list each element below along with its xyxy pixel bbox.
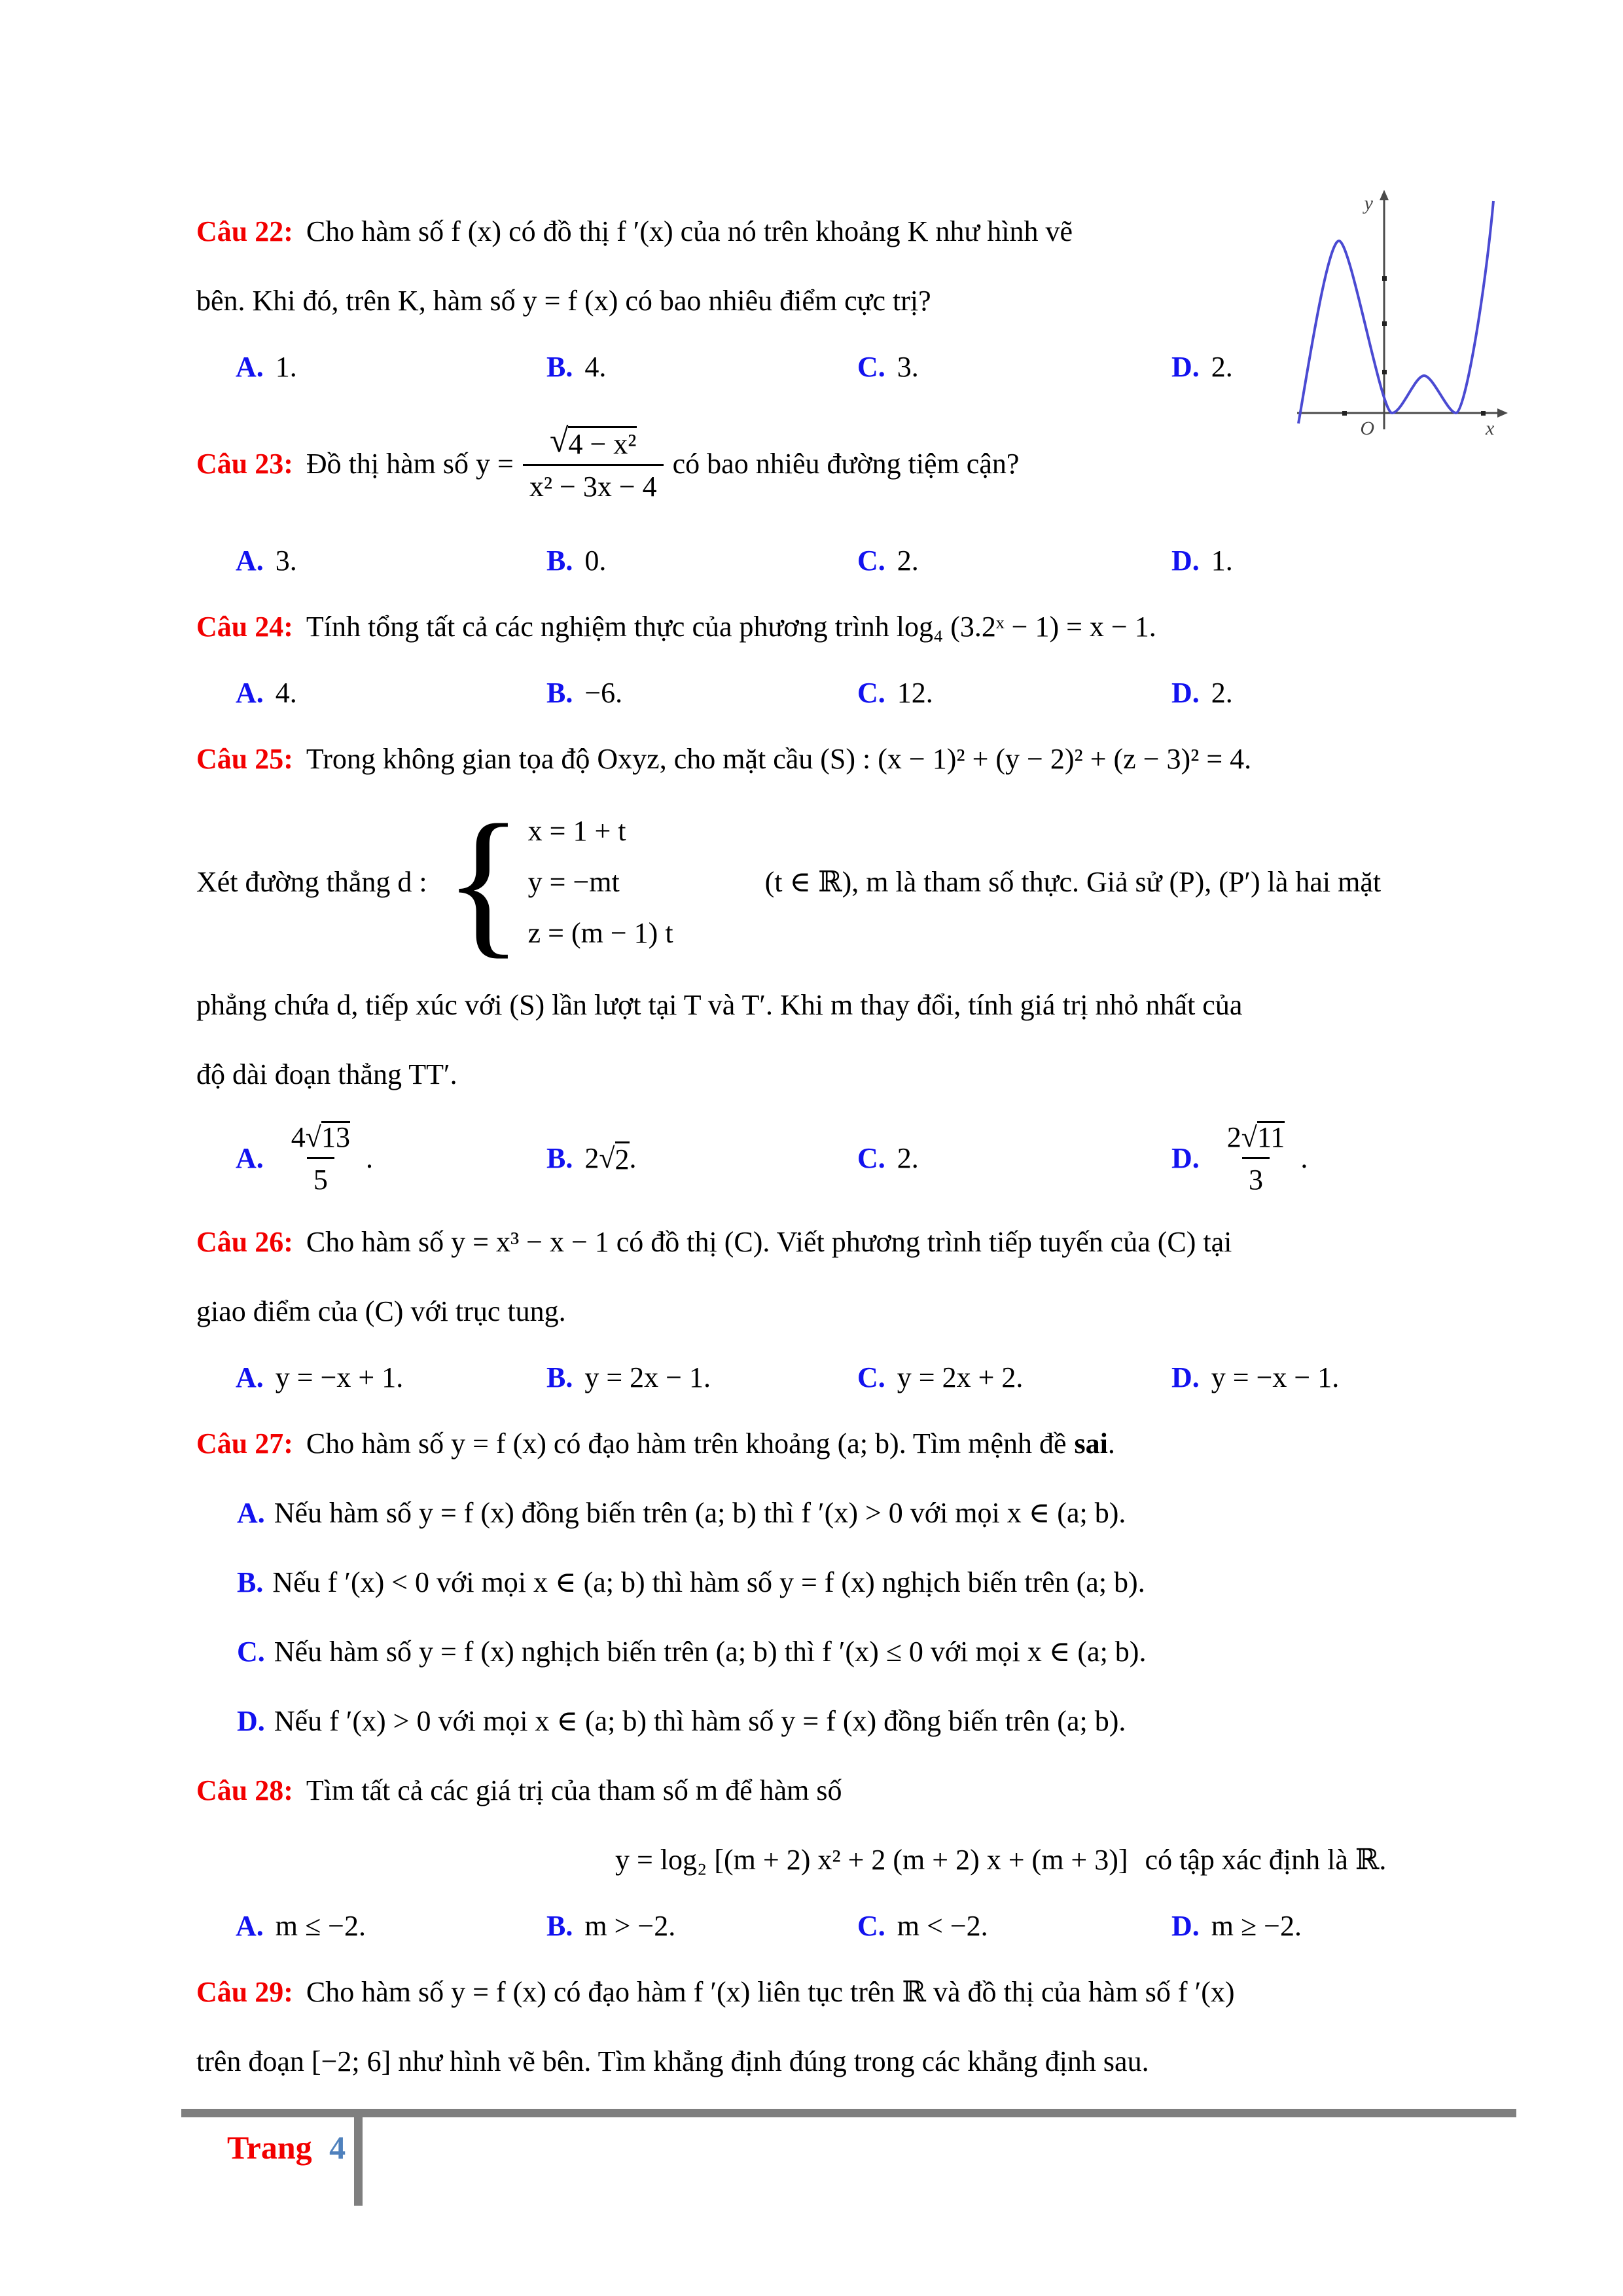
q24-option-b — [546, 676, 857, 709]
x-axis-label: x — [1486, 418, 1495, 439]
q25-option-a-letter: A. — [236, 1141, 264, 1174]
q25-option-c — [857, 1141, 1171, 1175]
q29-label: Câu 29: — [196, 1975, 293, 2008]
origin-label: O — [1360, 418, 1374, 439]
q23-option-d — [1171, 544, 1472, 577]
q24-answers — [196, 661, 1472, 724]
q26-option-b-letter: B. — [546, 1361, 573, 1393]
q24-option-c-letter: C. — [857, 676, 885, 709]
q26-line2 — [196, 1276, 1472, 1346]
q23-fraction-denominator: x² − 3x − 4 — [523, 464, 664, 501]
q24-option-b-letter: B. — [546, 676, 573, 709]
q23-option-b — [546, 544, 857, 577]
q26-option-b — [546, 1361, 857, 1394]
q23-label: Câu 23: — [196, 447, 293, 480]
q22-option-a-text: 1. — [275, 350, 297, 383]
q29-text2: trên đoạn [−2; 6] như hình vẽ bên. Tìm khẳng định đúng trong các khẳng định sau. — [196, 2045, 1149, 2077]
q25-text1: Trong không gian tọa độ Oxyz, cho mặt cầu (S) : (x − 1)² + (y − 2)² + (z − 3)² = 4. — [306, 742, 1252, 775]
q22-option-a-letter: A. — [236, 350, 264, 383]
q28-option-a-text: m ≤ −2. — [275, 1909, 366, 1942]
q26-text2: giao điểm của (C) với trục tung. — [196, 1295, 566, 1327]
q29-text1: Cho hàm số y = f (x) có đạo hàm f ′(x) liên tục trên ℝ và đồ thị của hàm số f ′(x) — [306, 1975, 1235, 2008]
q26-option-a — [236, 1361, 546, 1394]
q24-option-d-text: 2. — [1211, 676, 1233, 709]
q27-option-d — [196, 1686, 1472, 1755]
q23-text-pre: Đồ thị hàm số y = — [306, 447, 514, 480]
q23-text-post: có bao nhiêu đường tiệm cận? — [672, 447, 1020, 480]
q22-option-a — [236, 350, 546, 384]
footer-vertical-bar — [354, 2117, 363, 2206]
q24-option-d — [1171, 676, 1472, 709]
q22-option-b — [546, 350, 857, 384]
q27-option-d-text: Nếu f ′(x) > 0 với mọi x ∈ (a; b) thì hàm số y = f (x) đồng biến trên (a; b). — [274, 1704, 1126, 1737]
q27-option-d-letter: D. — [237, 1704, 265, 1737]
q23-option-a — [236, 544, 546, 577]
q23-fraction-numerator — [543, 422, 643, 464]
q28-formula-line — [196, 1825, 1472, 1894]
q26-answers — [196, 1346, 1472, 1408]
q25-b-coef: 2√ — [584, 1141, 615, 1174]
q23-fraction — [523, 422, 664, 503]
q28-label: Câu 28: — [196, 1774, 293, 1806]
q28-option-b-text: m > −2. — [584, 1909, 676, 1942]
q24-option-b-text: −6. — [584, 676, 623, 709]
q25-eq3: z = (m − 1) t — [527, 916, 673, 949]
q27-stem-end: . — [1107, 1427, 1115, 1460]
q27-line1 — [196, 1408, 1472, 1478]
q22-line2 — [196, 266, 1472, 335]
radical-sign: √ — [549, 422, 569, 459]
q23-option-a-text: 3. — [275, 544, 297, 577]
q25-d-num-radicand: 11 — [1257, 1121, 1285, 1153]
q25-option-a — [236, 1121, 546, 1194]
q28-option-a — [236, 1909, 546, 1943]
q24-line1 — [196, 592, 1472, 661]
q27-option-b — [196, 1547, 1472, 1617]
footer-page-label: Trang — [227, 2129, 312, 2166]
y-axis-label: y — [1364, 192, 1373, 214]
q25-option-d-fraction — [1221, 1121, 1292, 1194]
q27-stem-bold: sai — [1074, 1427, 1108, 1460]
q26-option-c-text: y = 2x + 2. — [897, 1361, 1024, 1393]
q22-option-c — [857, 350, 1171, 384]
q28-option-d-text: m ≥ −2. — [1211, 1909, 1302, 1942]
q25-system-post: (t ∈ ℝ), m là tham số thực. Giả sử (P), (P′) là hai mặt — [764, 865, 1382, 898]
q22-answers — [196, 335, 1472, 398]
q22-text1: Cho hàm số f (x) có đồ thị f ′(x) của nó trên khoảng K như hình vẽ — [306, 215, 1073, 247]
q28-option-a-letter: A. — [236, 1909, 264, 1942]
q22-option-d-letter: D. — [1171, 350, 1200, 383]
q23-option-c-text: 2. — [897, 544, 919, 577]
q28-answers — [196, 1894, 1472, 1957]
q26-line1 — [196, 1207, 1472, 1276]
q23-radicand: 4 − x² — [568, 426, 636, 459]
q25-option-d — [1171, 1121, 1472, 1194]
q23-option-a-letter: A. — [236, 544, 264, 577]
q25-d-period: . — [1300, 1141, 1308, 1174]
q24-option-a — [236, 676, 546, 709]
q25-line3 — [196, 970, 1472, 1039]
q26-text1: Cho hàm số y = x³ − x − 1 có đồ thị (C). Viết phương trình tiếp tuyến của (C) tại — [306, 1225, 1232, 1258]
q28-option-c-letter: C. — [857, 1909, 885, 1942]
q25-a-num-radicand: 13 — [321, 1121, 350, 1153]
q29-line2 — [196, 2026, 1472, 2096]
q25-option-c-letter: C. — [857, 1141, 885, 1174]
q23-option-c — [857, 544, 1171, 577]
q25-label: Câu 25: — [196, 742, 293, 775]
q28-option-c — [857, 1909, 1171, 1943]
x-tick — [1481, 411, 1486, 416]
q28-option-d-letter: D. — [1171, 1909, 1200, 1942]
q23-option-c-letter: C. — [857, 544, 885, 577]
q25-a-den: 5 — [307, 1157, 334, 1194]
q25-option-b — [546, 1141, 857, 1175]
q25-answers — [196, 1109, 1472, 1207]
q26-option-d-text: y = −x − 1. — [1211, 1361, 1340, 1393]
q25-line1 — [196, 724, 1472, 793]
q23-answers — [196, 529, 1472, 592]
q22-label: Câu 22: — [196, 215, 293, 247]
q29-line1 — [196, 1957, 1472, 2026]
q25-b-radicand: 2 — [615, 1141, 630, 1174]
q23-option-d-letter: D. — [1171, 544, 1200, 577]
q23-sqrt — [549, 422, 637, 460]
q25-a-period: . — [365, 1141, 373, 1174]
q25-option-b-letter: B. — [546, 1141, 573, 1174]
q25-text3: phẳng chứa d, tiếp xúc với (S) lần lượt tại T và T′. Khi m thay đổi, tính giá trị nhỏ nhất của — [196, 988, 1243, 1021]
q27-option-c — [196, 1617, 1472, 1686]
q24-option-a-letter: A. — [236, 676, 264, 709]
q25-b-period: . — [629, 1141, 637, 1174]
q28-option-d — [1171, 1909, 1472, 1943]
q23-option-b-text: 0. — [584, 544, 607, 577]
q26-option-c — [857, 1361, 1171, 1394]
q22-option-c-text: 3. — [897, 350, 919, 383]
q25-system-pre: Xét đường thẳng d : — [196, 865, 427, 898]
q25-a-num-coef: 4√ — [291, 1121, 321, 1153]
q27-option-c-letter: C. — [237, 1635, 265, 1668]
q25-d-den: 3 — [1242, 1157, 1270, 1194]
q24-option-d-letter: D. — [1171, 676, 1200, 709]
q22-option-d-text: 2. — [1211, 350, 1233, 383]
q28-option-b — [546, 1909, 857, 1943]
q25-d-num-coef: 2√ — [1226, 1121, 1257, 1153]
q26-option-d-letter: D. — [1171, 1361, 1200, 1393]
q25-option-b-sqrt — [584, 1141, 629, 1175]
x-axis-arrow — [1497, 408, 1508, 418]
exam-content — [196, 196, 1472, 2096]
q22-text2: bên. Khi đó, trên K, hàm số y = f (x) có bao nhiêu điểm cực trị? — [196, 284, 931, 317]
q25-option-c-text: 2. — [897, 1141, 919, 1174]
q27-option-a-text: Nếu hàm số y = f (x) đồng biến trên (a; b) thì f ′(x) > 0 với mọi x ∈ (a; b). — [274, 1496, 1126, 1529]
q27-option-b-letter: B. — [237, 1566, 264, 1598]
q26-option-a-text: y = −x + 1. — [275, 1361, 404, 1393]
q24-label: Câu 24: — [196, 610, 293, 643]
q28-formula: y = log₂ [(m + 2) x² + 2 (m + 2) x + (m + 3)] — [615, 1843, 1128, 1876]
q28-formula-post: có tập xác định là ℝ. — [1145, 1843, 1387, 1876]
q24-option-c-text: 12. — [897, 676, 933, 709]
q25-eq1: x = 1 + t — [527, 814, 626, 847]
q22-option-b-text: 4. — [584, 350, 607, 383]
q26-option-c-letter: C. — [857, 1361, 885, 1393]
q25-line4 — [196, 1039, 1472, 1109]
system-brace: { — [444, 791, 523, 973]
q22-option-d — [1171, 350, 1472, 384]
q26-option-d — [1171, 1361, 1472, 1394]
q25-option-d-letter: D. — [1171, 1141, 1200, 1174]
q27-stem: Cho hàm số y = f (x) có đạo hàm trên khoảng (a; b). Tìm mệnh đề — [306, 1427, 1067, 1460]
q26-label: Câu 26: — [196, 1225, 293, 1258]
q27-label: Câu 27: — [196, 1427, 293, 1460]
q28-option-c-text: m < −2. — [897, 1909, 988, 1942]
q27-option-b-text: Nếu f ′(x) < 0 với mọi x ∈ (a; b) thì hàm số y = f (x) nghịch biến trên (a; b). — [272, 1566, 1145, 1598]
q25-equations — [528, 805, 724, 958]
footer-horizontal-bar — [181, 2109, 1516, 2117]
q24-option-c — [857, 676, 1171, 709]
footer-page-number: 4 — [329, 2129, 346, 2166]
q25-option-a-fraction — [285, 1121, 357, 1194]
q25-system-row — [196, 791, 1472, 973]
q26-option-b-text: y = 2x − 1. — [584, 1361, 711, 1393]
q26-option-a-letter: A. — [236, 1361, 264, 1393]
q23-line1 — [196, 398, 1472, 529]
q27-option-c-text: Nếu hàm số y = f (x) nghịch biến trên (a; b) thì f ′(x) ≤ 0 với mọi x ∈ (a; b). — [274, 1635, 1147, 1668]
page-footer — [227, 2128, 346, 2166]
q27-option-a-letter: A. — [237, 1496, 265, 1529]
q23-option-d-text: 1. — [1211, 544, 1233, 577]
q25-a-num — [285, 1121, 357, 1157]
q22-option-b-letter: B. — [546, 350, 573, 383]
q28-text1: Tìm tất cả các giá trị của tham số m để hàm số — [306, 1774, 842, 1806]
q25-eq2: y = −mt — [527, 865, 620, 898]
q23-option-b-letter: B. — [546, 544, 573, 577]
q25-d-num — [1221, 1121, 1292, 1157]
q28-option-b-letter: B. — [546, 1909, 573, 1942]
q22-line1 — [196, 196, 1472, 266]
q22-option-c-letter: C. — [857, 350, 885, 383]
q25-text4: độ dài đoạn thẳng TT′. — [196, 1058, 457, 1090]
q28-line1 — [196, 1755, 1472, 1825]
q27-option-a — [196, 1478, 1472, 1547]
q24-option-a-text: 4. — [275, 676, 297, 709]
q24-text: Tính tổng tất cả các nghiệm thực của phương trình log₄ (3.2ˣ − 1) = x − 1. — [306, 610, 1156, 643]
